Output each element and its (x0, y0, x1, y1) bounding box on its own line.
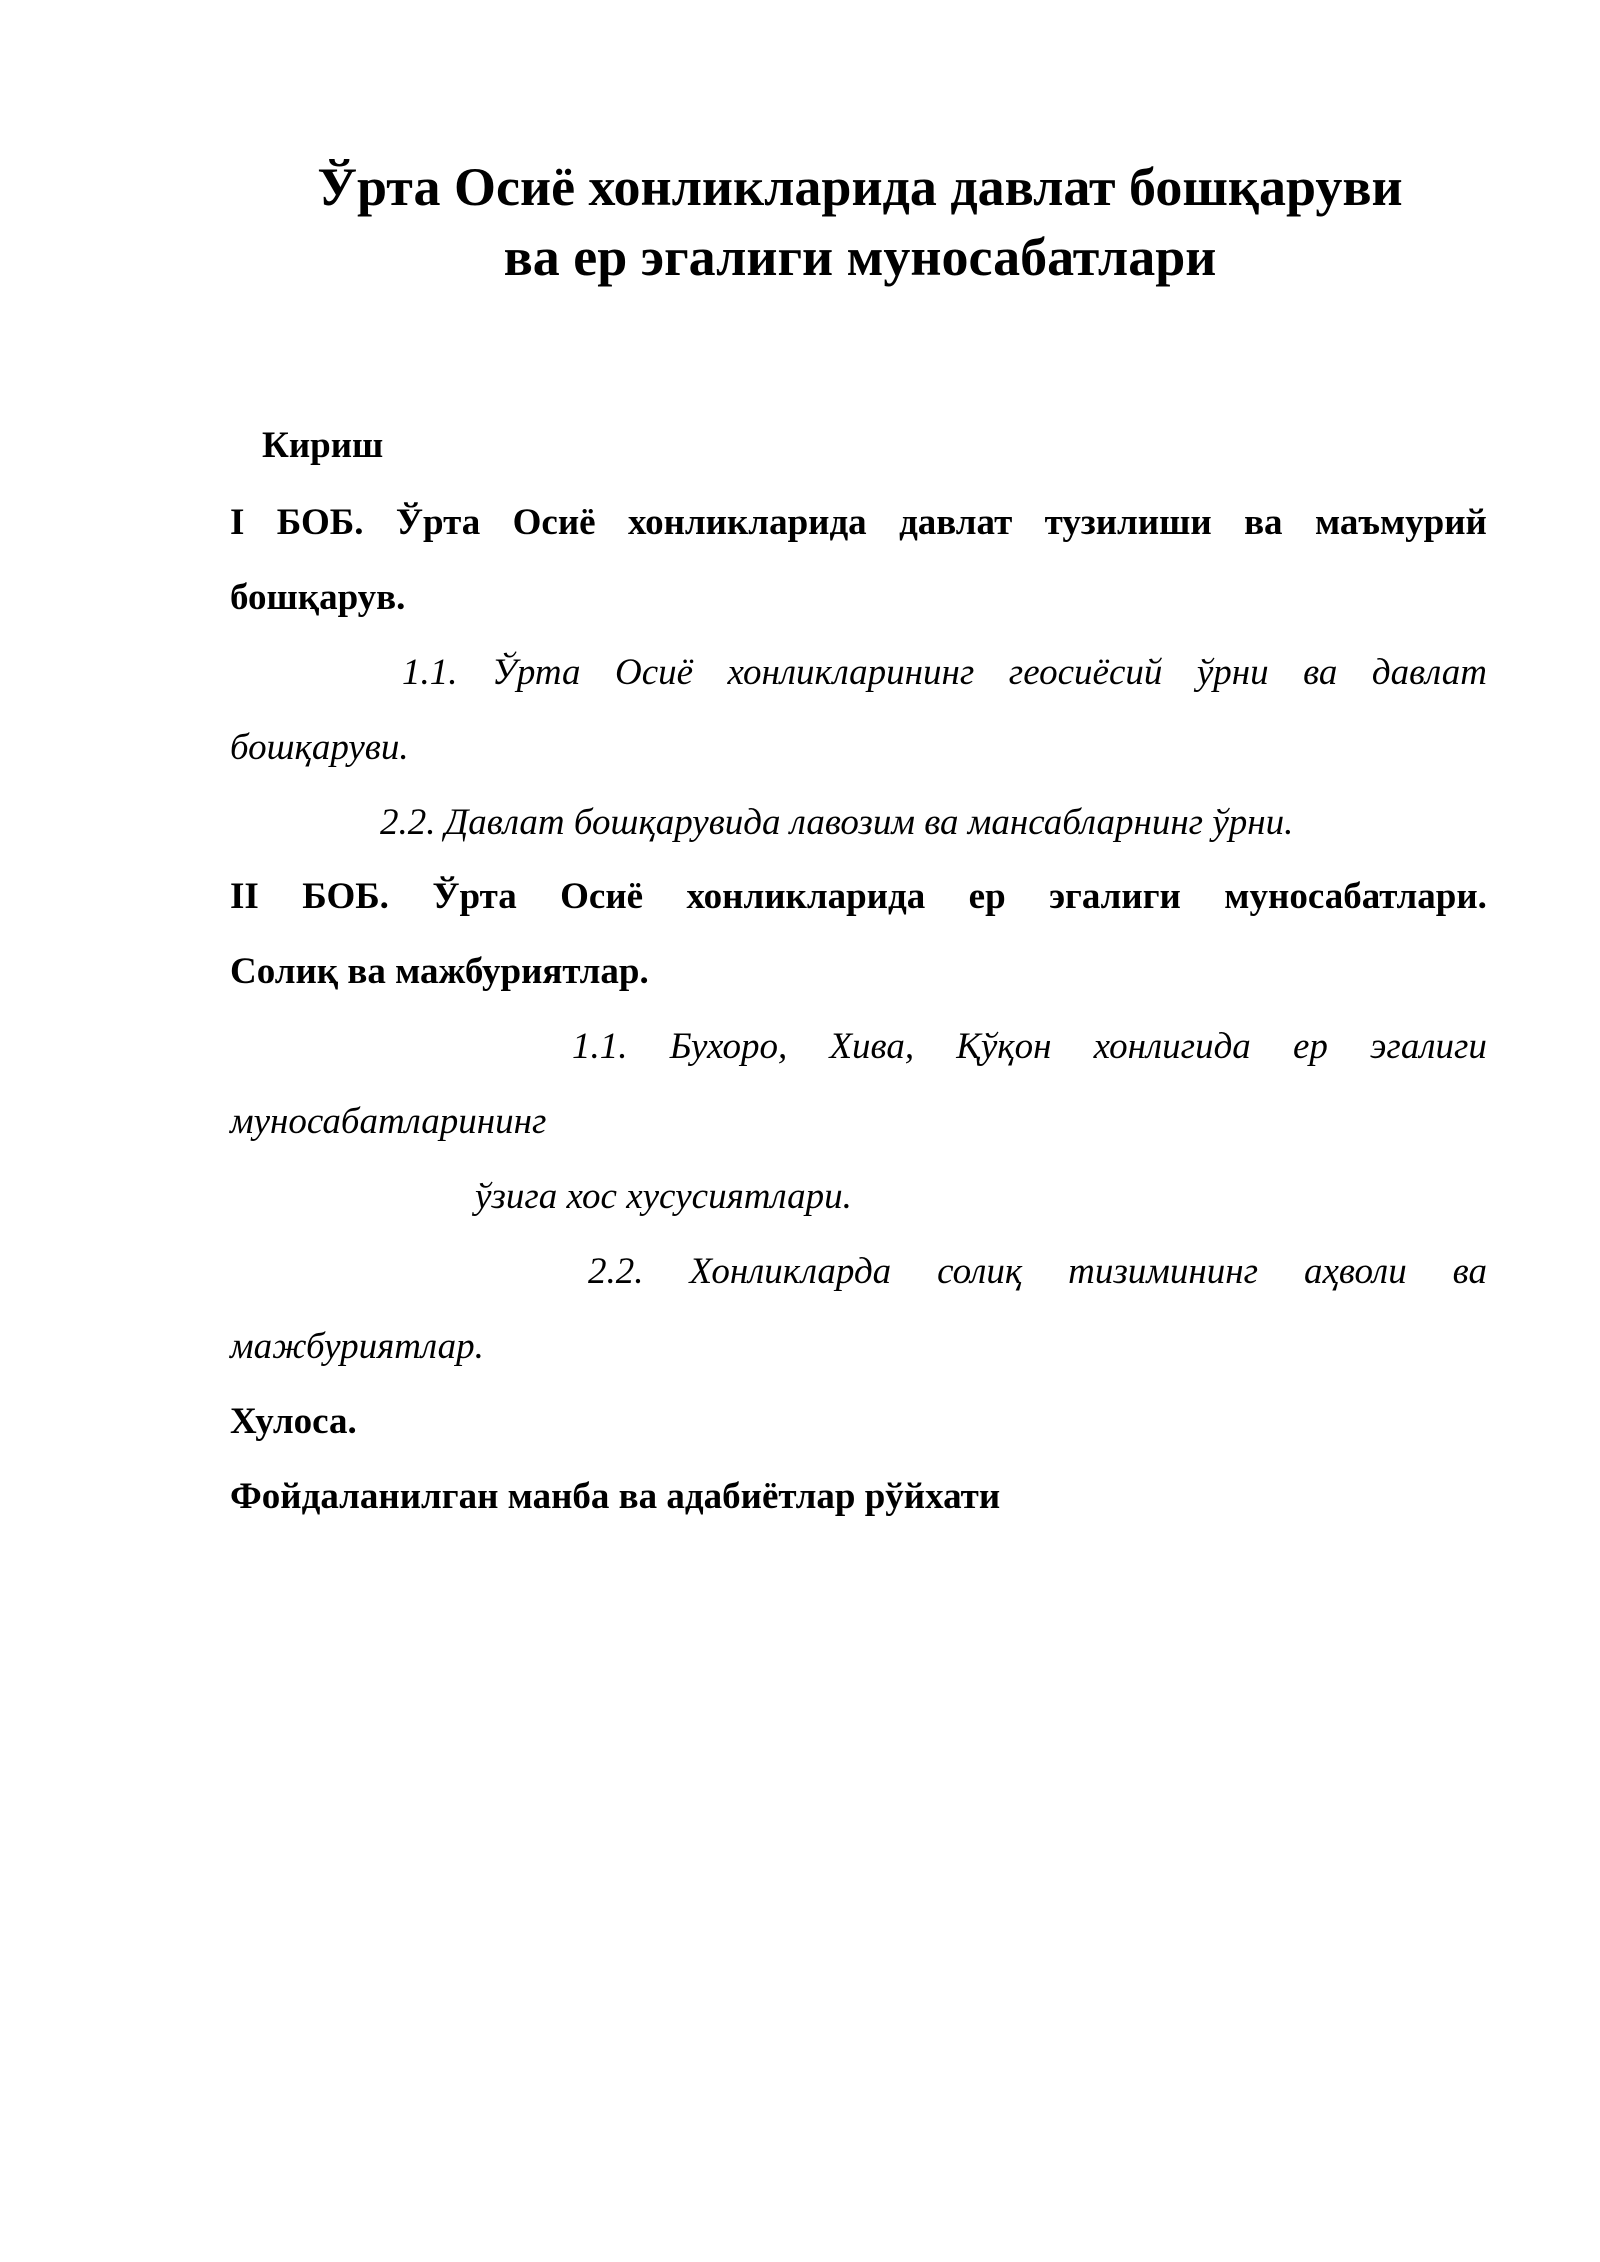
toc-chapter1-section1 (402, 650, 1487, 695)
toc-word: БОБ. (276, 502, 364, 543)
toc-word: хонликларида (628, 502, 867, 543)
toc-word: хонликларининг (727, 652, 975, 693)
title-line-2: ва ер эгалиги муносабатлари (503, 227, 1217, 287)
toc-conclusion: Хулоса. (230, 1401, 357, 1442)
toc-word: Ўрта (491, 652, 581, 693)
title-line-1: Ўрта Осиё хонликларида давлат бошқаруви (317, 157, 1403, 217)
toc-word: ўрни (1196, 652, 1269, 693)
toc-word: ва (1244, 502, 1283, 543)
toc-chapter2-heading (230, 874, 1487, 919)
toc-chapter2-section1 (572, 1024, 1487, 1069)
toc-word: эгалиги (1370, 1026, 1487, 1067)
toc-chapter2-section1-cont2: ўзига хос хусусиятлари. (475, 1176, 852, 1217)
toc-chapter2-section2-cont: мажбуриятлар. (230, 1326, 484, 1367)
toc-word: I (230, 502, 245, 543)
toc-word: давлат (899, 502, 1013, 543)
toc-word: Ўрта (432, 876, 517, 917)
toc-word: Осиё (615, 652, 694, 693)
toc-word: эгалиги (1049, 876, 1181, 917)
toc-word: Хива, (829, 1026, 915, 1067)
toc-word: муносабатлари. (1224, 876, 1487, 917)
toc-chapter2-heading-cont: Солиқ ва мажбуриятлар. (230, 951, 649, 992)
toc-word: солиқ (937, 1251, 1023, 1292)
toc-word: маъмурий (1314, 502, 1487, 543)
toc-word: геосиёсий (1008, 652, 1163, 693)
toc-references: Фойдаланилган манба ва адабиётлар рўйхати (230, 1476, 1001, 1517)
toc-word: 1.1. (402, 652, 458, 693)
toc-word: II (230, 876, 259, 917)
toc-word: давлат (1371, 652, 1487, 693)
document-title (230, 152, 1490, 292)
toc-word: тизимининг (1068, 1251, 1259, 1292)
toc-chapter2-section2 (588, 1249, 1487, 1294)
toc-word: Бухоро, (669, 1026, 788, 1067)
toc-chapter1-heading (230, 500, 1487, 545)
toc-word: Қўқон (956, 1026, 1052, 1067)
toc-word: ва (1452, 1251, 1487, 1292)
toc-word: ер (1292, 1026, 1328, 1067)
toc-word: тузилиши (1044, 502, 1212, 543)
toc-word: хонлигида (1093, 1026, 1251, 1067)
toc-word: хонликларида (686, 876, 926, 917)
toc-word: Ўрта (395, 502, 481, 543)
toc-chapter1-section1-cont: бошқаруви. (230, 727, 409, 768)
toc-word: Осиё (560, 876, 644, 917)
toc-chapter1-heading-cont: бошқарув. (230, 577, 406, 618)
toc-chapter2-section1-cont: муносабатларининг (230, 1101, 547, 1142)
toc-chapter1-section2: 2.2. Давлат бошқарувида лавозим ва мансабларнинг ўрни. (380, 802, 1294, 843)
toc-word: Хонликларда (689, 1251, 892, 1292)
toc-intro: Кириш (262, 425, 384, 466)
toc-word: 2.2. (588, 1251, 644, 1292)
toc-word: ер (968, 876, 1006, 917)
toc-word: Осиё (512, 502, 596, 543)
toc-word: 1.1. (572, 1026, 628, 1067)
toc-word: ва (1303, 652, 1338, 693)
toc-word: БОБ. (302, 876, 389, 917)
toc-word: аҳволи (1303, 1251, 1407, 1292)
